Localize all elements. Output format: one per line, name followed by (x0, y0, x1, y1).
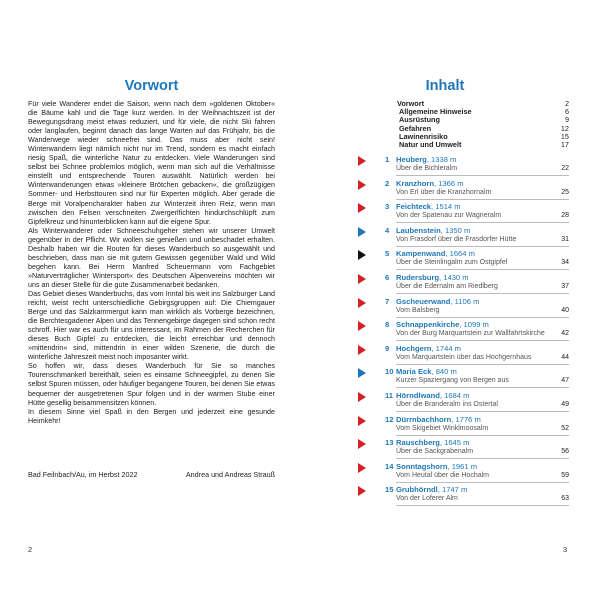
tour-route: Über die Bichleralm (396, 165, 458, 172)
tour-entry[interactable] (358, 391, 569, 415)
toc-entry-label: Allgemeine Hinweise (399, 107, 472, 117)
divider (396, 387, 569, 388)
tour-title (396, 391, 469, 400)
difficulty-triangle-icon (358, 486, 366, 496)
tour-page: 40 (561, 306, 569, 314)
tour-page: 56 (561, 448, 569, 456)
tour-number: 11 (385, 390, 394, 400)
tour-altitude: , 840 m (431, 367, 457, 377)
tour-number: 1 (385, 155, 390, 164)
tour-number: 2 (385, 178, 390, 188)
authors: Andrea und Andreas Strauß (185, 470, 275, 479)
tour-page: 52 (561, 424, 569, 432)
divider (396, 269, 569, 270)
tour-title (396, 462, 477, 471)
tour-number: 13 (385, 438, 394, 448)
tour-name: Feichteck (396, 202, 432, 212)
divider (396, 199, 569, 200)
tour-page: 25 (561, 188, 569, 196)
difficulty-triangle-icon (358, 321, 366, 331)
difficulty-triangle-icon (358, 463, 366, 473)
toc-entry-label: Vorwort (397, 99, 425, 108)
tour-page: 47 (561, 377, 569, 385)
tour-title (396, 155, 456, 164)
tour-name: Kranzhorn (396, 178, 434, 188)
foreword-paragraph: Als Winterwanderer oder Schneeschuhgeher stehen wir unserer Umwelt gegenüber in der Pflicht. Wir wollen sie genießen und unbeschadet erhalten. Deshalb haben wir die Routen für dieses Wanderbuch so ausgewählt und beschrieben, dass man sie mit gutem Gewissen gegenüber Wald und Wild begehen kann. Bei Herrn Manfred Scheuermann vom Fachgebiet »Naturverträglicher Wintersport« des Deutschen Alpenvereins möchten wir uns an dieser Stelle für die gute Zusammenarbeit bedanken. (28, 226, 275, 289)
tour-route: Kurzer Spaziergang von Bergen aus (396, 377, 509, 385)
divider (396, 505, 569, 506)
toc-title: Inhalt (425, 78, 465, 94)
tour-entry[interactable] (358, 249, 569, 273)
tour-route: Über die Sackgrabenalm (396, 448, 474, 456)
divider (396, 364, 569, 365)
tour-entry[interactable] (358, 226, 569, 250)
divider (396, 175, 569, 176)
divider (396, 482, 569, 483)
tour-name: Rudersburg (396, 272, 440, 282)
tour-route: Vom Balsberg (396, 306, 440, 314)
tour-route: Über die Steinlingalm zum Ostgipfel (396, 259, 508, 267)
tour-title (396, 249, 475, 258)
tour-entry[interactable] (358, 320, 569, 344)
tour-entry[interactable] (358, 438, 569, 462)
tour-name: Heuberg (396, 155, 427, 164)
foreword-paragraph: Das Gebiet dieses Wanderbuchs, das vom Inntal bis weit ins Salzburger Land reicht, weist recht unterschiedliche Gebirgsgruppen auf: Die Chiemgauer Berge und das Salzkammergut kann man wirklich als Vorberge bezeichnen, die Berchtesgadener Alpen und das Tennengebirge dagegen sind schon recht schroff. Hier war es auch für uns interessant, im Rahmen der Recherchen für dieses Buch Gipfel zu entdecken, die leicht erreichbar und dennoch »mittendrin« sind, mittendrin in einer wilden Szenerie, die durch die winterliche Jahreszeit meist noch imposanter wirkt. (28, 289, 275, 362)
tour-number: 6 (385, 272, 390, 282)
tour-title (396, 367, 457, 376)
tour-route: Vom Skigebiet Winklmoosalm (396, 424, 489, 432)
tour-name: Grubhörndl (396, 485, 438, 495)
tour-entry[interactable] (358, 485, 569, 509)
tour-altitude: , 1099 m (459, 320, 489, 330)
tour-title (396, 273, 469, 282)
tour-altitude: , 1430 m (439, 272, 469, 282)
divider (396, 435, 569, 436)
tour-page: 34 (561, 259, 569, 267)
tour-title (396, 226, 470, 235)
divider (396, 458, 569, 459)
tour-page: 44 (561, 353, 569, 361)
tour-name: Dürrnbachhorn (396, 414, 452, 424)
tour-page: 42 (561, 330, 569, 338)
tour-list (358, 155, 569, 509)
tour-page: 28 (561, 212, 569, 220)
tour-altitude: , 1684 m (439, 390, 470, 400)
difficulty-triangle-icon (358, 439, 366, 449)
tour-title (396, 485, 467, 494)
tour-altitude: , 1514 m (431, 202, 461, 212)
page-number-left: 2 (28, 545, 33, 554)
divider (396, 317, 569, 318)
toc-entry-page: 15 (560, 131, 569, 141)
tour-page: 59 (561, 471, 569, 479)
tour-title (396, 438, 469, 447)
toc-entry-label: Natur und Umwelt (399, 140, 462, 150)
toc-entry-page: 6 (564, 107, 569, 117)
tour-entry[interactable] (358, 367, 569, 391)
foreword-signature (28, 470, 275, 479)
tour-title (396, 320, 489, 329)
tour-entry[interactable] (358, 462, 569, 486)
toc-entry-label: Gefahren (399, 123, 432, 133)
foreword-paragraph: So hoffen wir, dass dieses Wanderbuch für Sie so manches Tourenschmankerl bereithält, seien es einsame Schneegipfel, zu denen Sie selbst Spuren müssen, oder häufiger begangene Touren, bei denen Sie etwas bequemer der ausgetretenen Spur folgen und in der warmen Stube einer Hütte gesellig beisammensitzen können. (28, 362, 275, 407)
toc-entry-label: Lawinenrisiko (399, 131, 448, 141)
tour-entry[interactable] (358, 344, 569, 368)
tour-altitude: , 1366 m (433, 178, 464, 188)
tour-name: Maria Eck (396, 367, 432, 377)
foreword-body (28, 100, 275, 426)
tour-name: Kampenwand (396, 249, 446, 259)
tour-number: 4 (385, 225, 390, 235)
tour-page: 49 (561, 400, 569, 408)
tour-name: Hörndlwand (396, 390, 440, 400)
toc-entry-page: 17 (560, 140, 569, 150)
difficulty-triangle-icon (358, 368, 366, 378)
tour-altitude: , 1744 m (431, 343, 462, 353)
difficulty-triangle-icon (358, 416, 366, 426)
difficulty-triangle-icon (358, 227, 366, 237)
tour-entry[interactable] (358, 155, 569, 179)
tour-number: 14 (385, 461, 394, 471)
tour-altitude: , 1961 m (447, 461, 478, 471)
tour-altitude: , 1338 m (426, 155, 457, 164)
foreword-paragraph: In diesem Sinne viel Spaß in den Bergen und jederzeit eine gesunde Heimkehr! (28, 407, 275, 425)
tour-route: Über die Edernalm am Riedlberg (396, 282, 498, 290)
difficulty-triangle-icon (358, 274, 366, 284)
tour-altitude: , 1747 m (437, 485, 468, 495)
tour-name: Hochgern (396, 343, 432, 353)
difficulty-triangle-icon (358, 345, 366, 355)
toc-entry-page: 9 (564, 115, 569, 125)
tour-route: Von Frasdorf über die Frasdorfer Hütte (396, 235, 517, 243)
divider (396, 222, 569, 223)
difficulty-triangle-icon (358, 392, 366, 402)
tour-number: 3 (385, 202, 390, 212)
divider (396, 340, 569, 341)
page-number-right: 3 (563, 545, 568, 554)
tour-route: Von Erl über die Kranzhornalm (396, 188, 492, 196)
tour-entry[interactable] (358, 415, 569, 439)
difficulty-triangle-icon (358, 250, 366, 260)
tour-entry[interactable] (358, 273, 569, 297)
tour-title (396, 344, 461, 353)
foreword-title: Vorwort (124, 78, 179, 94)
tour-title (396, 415, 481, 424)
foreword-paragraph: Für viele Wanderer endet die Saison, wenn nach dem »goldenen Oktober« die Bäume kahl und die Tage kurz werden. In der Weihnachtszeit ist der Bewegungsdrang meist etwas reduziert, und für viele, die nicht Ski fahren oder langlaufen, beginnt danach das lange Warten auf das Frühjahr, bis die Wanderwege wieder schneefrei sind. Das muss aber nicht sein! Winterwandern liegt nämlich nicht nur im Trend, sondern es macht einfach riesig Spaß, die winterliche Natur zu entdecken. Viele Wanderungen sind selbst bei Schnee problemlos möglich, wenn man sich auf die Verhältnisse einstellt und entsprechende Touren auswählt. Natürlich werden bei Winterwanderungen etwas »kleinere Brötchen gebacken«, die großzügigen Sommer- und Herbsttouren sind nur für Experten möglich. Aber gerade die Berge mit Voralpencharakter haben zur Winterzeit ihren Reiz, wenn man zwischen den Felsen verschneiten Zwergerlfichten hindurchschlüpft zum Gipfelkreuz und hinunterblicken kann auf die eigene Spur. (28, 100, 275, 226)
tour-number: 5 (385, 249, 390, 259)
tour-title (396, 297, 479, 306)
tour-route: Von der Loferer Alm (396, 495, 458, 503)
tour-route: Über die Branderalm ins Ostertal (396, 400, 498, 408)
difficulty-triangle-icon (358, 156, 366, 166)
place-date: Bad Feilnbach/Au, im Herbst 2022 (28, 470, 138, 479)
toc-entry[interactable] (397, 141, 569, 149)
tour-route: Vom Heutal über die Hochalm (396, 471, 489, 479)
divider (396, 293, 569, 294)
tour-title (396, 179, 464, 188)
toc-entry-page: 2 (564, 99, 569, 108)
divider (396, 246, 569, 247)
tour-page: 63 (561, 495, 569, 503)
tour-name: Sonntagshorn (396, 461, 448, 471)
tour-name: Gscheuerwand (396, 296, 451, 306)
tour-title (396, 202, 461, 211)
tour-altitude: , 1106 m (450, 296, 480, 306)
tour-page: 22 (561, 165, 569, 172)
tour-number: 10 (385, 367, 394, 377)
toc-front-matter (397, 100, 569, 149)
tour-entry[interactable] (358, 297, 569, 321)
tour-page: 31 (561, 235, 569, 243)
tour-name: Rauschberg (396, 438, 440, 448)
tour-entry[interactable] (358, 202, 569, 226)
tour-entry[interactable] (358, 179, 569, 203)
tour-name: Laubenstein (396, 225, 441, 235)
divider (396, 411, 569, 412)
tour-altitude: , 1645 m (439, 438, 470, 448)
toc-entry-label: Ausrüstung (399, 115, 440, 125)
toc-entry-page: 12 (560, 123, 569, 133)
tour-number: 7 (385, 296, 390, 306)
tour-altitude: , 1776 m (451, 414, 481, 424)
tour-route: Von der Spatenau zur Wagneralm (396, 212, 502, 220)
tour-number: 15 (385, 485, 394, 495)
tour-number: 12 (385, 414, 394, 424)
tour-altitude: , 1350 m (440, 225, 471, 235)
tour-altitude: , 1664 m (445, 249, 475, 259)
tour-page: 37 (561, 282, 569, 290)
tour-number: 8 (385, 320, 390, 330)
difficulty-triangle-icon (358, 180, 366, 190)
difficulty-triangle-icon (358, 203, 366, 213)
tour-route: Von der Burg Marquartstein zur Wallfahrtskirche (396, 330, 545, 338)
difficulty-triangle-icon (358, 298, 366, 308)
tour-number: 9 (385, 343, 390, 353)
tour-route: Vom Marquartstein über das Hochgernhaus (396, 353, 532, 361)
tour-name: Schnappenkirche (396, 320, 460, 330)
